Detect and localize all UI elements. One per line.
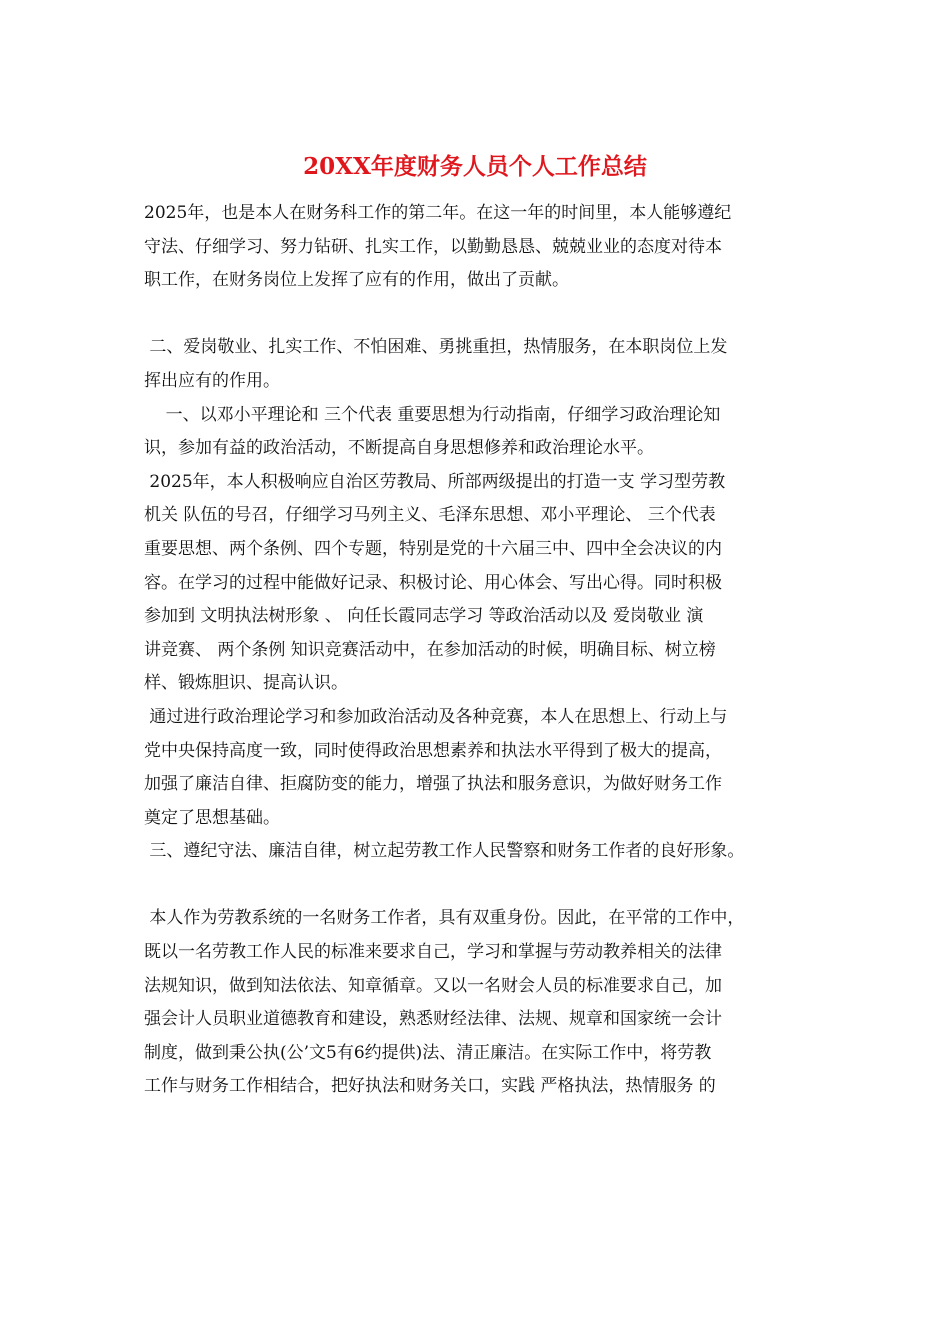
body-line: 加强了廉洁自律、拒腐防变的能力，增强了执法和服务意识，为做好财务工作 [144, 774, 722, 795]
body-line: 既以一名劳教工作人民的标准来要求自己，学习和掌握与劳动教养相关的法律 [144, 942, 722, 963]
body-line: 制度，做到秉公执(公’文5有6约提供)法、清正廉洁。在实际工作中，将劳教 [144, 1042, 712, 1063]
body-line: 容。在学习的过程中能做好记录、积极讨论、用心体会、写出心得。同时积极 [144, 572, 722, 593]
body-line: 工作与财务工作相结合，把好执法和财务关口，实践 严格执法，热情服务 的 [144, 1076, 716, 1097]
body-line: 识，参加有益的政治活动，不断提高自身思想修养和政治理论水平。 [144, 438, 654, 459]
body-line: 职工作，在财务岗位上发挥了应有的作用，做出了贡献。 [144, 270, 569, 291]
body-line: 本人作为劳教系统的一名财务工作者，具有双重身份。因此，在平常的工作中， [144, 908, 745, 929]
document-body [144, 197, 824, 1104]
body-line: 2025年，也是本人在财务科工作的第二年。在这一年的时间里，本人能够遵纪 [144, 203, 732, 223]
body-line: 守法、仔细学习、努力钻研、扎实工作，以勤勤恳恳、兢兢业业的态度对待本 [144, 236, 722, 257]
body-line: 二、爱岗敬业、扎实工作、不怕困难、勇挑重担，热情服务，在本职岗位上发 [144, 337, 728, 358]
blank-line [144, 869, 824, 903]
body-line: 党中央保持高度一致，同时使得政治思想素养和执法水平得到了极大的提高， [144, 740, 722, 761]
body-line: 通过进行政治理论学习和参加政治活动及各种竞赛，本人在思想上、行动上与 [144, 706, 728, 727]
body-line: 奠定了思想基础。 [144, 807, 280, 828]
body-line: 重要思想、两个条例、四个专题，特别是党的十六届三中、四中全会决议的内 [144, 538, 722, 559]
body-line: 挥出应有的作用。 [144, 370, 280, 391]
document-title: 20XX年度财务人员个人工作总结 [303, 153, 647, 180]
body-line: 讲竞赛、 两个条例 知识竞赛活动中，在参加活动的时候，明确目标、树立榜 [144, 639, 716, 660]
body-line: 参加到 文明执法树形象 、 向任长霞同志学习 等政治活动以及 爱岗敬业 演 [144, 606, 704, 627]
body-line: 法规知识，做到知法依法、知章循章。又以一名财会人员的标准要求自己，加 [144, 975, 722, 996]
body-line: 2025年，本人积极响应自治区劳教局、所部两级提出的打造一支 学习型劳教 [144, 471, 726, 492]
body-line: 三、遵纪守法、廉洁自律，树立起劳教工作人民警察和财务工作者的良好形象。 [144, 841, 745, 862]
body-line: 强会计人员职业道德教育和建设，熟悉财经法律、法规、规章和国家统一会计 [144, 1009, 722, 1030]
body-line: 一、以邓小平理论和 三个代表 重要思想为行动指南，仔细学习政治理论知 [144, 404, 721, 425]
blank-line [144, 298, 824, 332]
body-line: 样、锻炼胆识、提高认识。 [144, 673, 348, 694]
body-line: 机关 队伍的号召，仔细学习马列主义、毛泽东思想、邓小平理论、 三个代表 [144, 505, 716, 526]
